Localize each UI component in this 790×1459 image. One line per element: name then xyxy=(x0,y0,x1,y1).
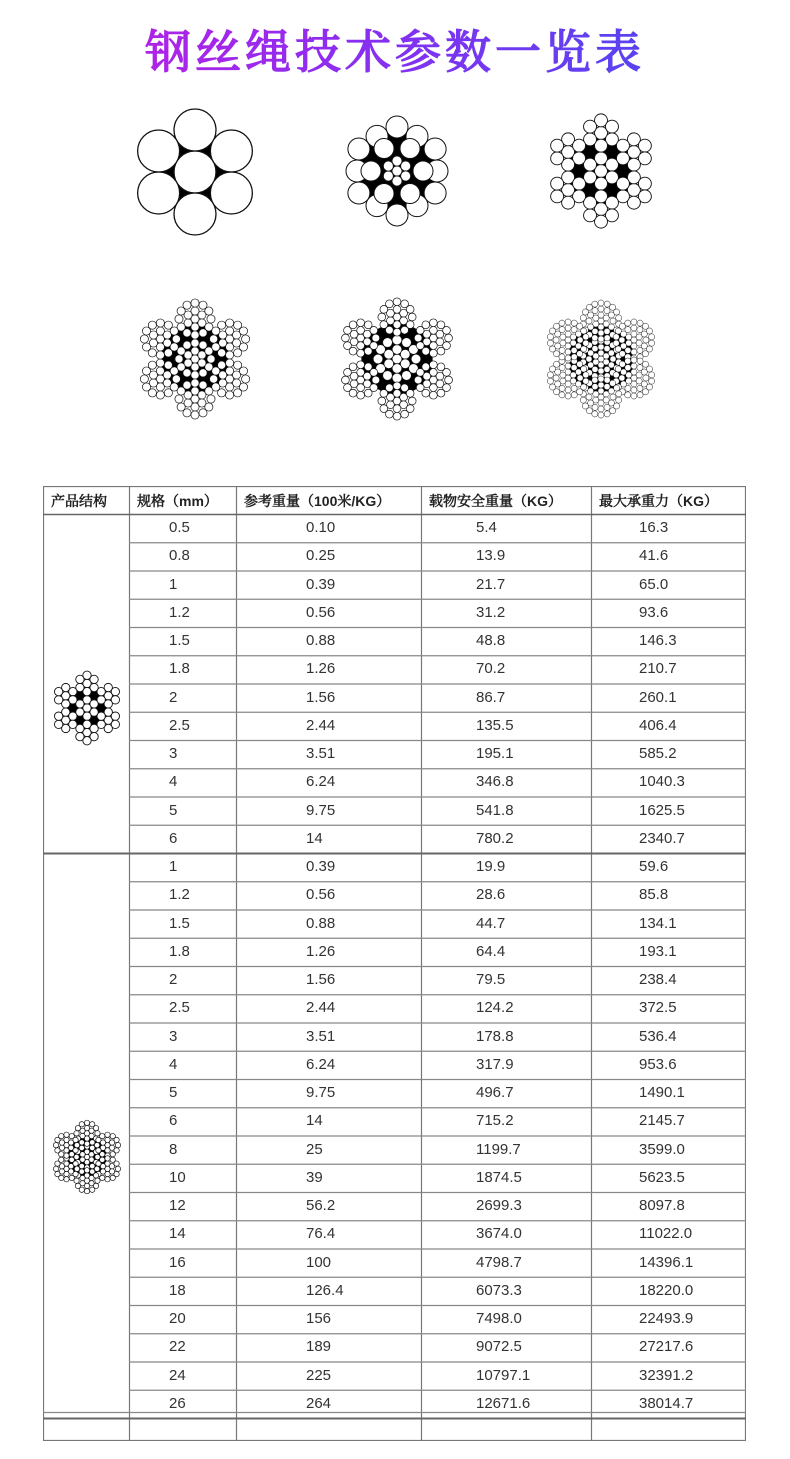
table-cell: 16.3 xyxy=(639,519,669,536)
table-cell: 31.2 xyxy=(476,603,506,621)
table-cell: 22493.9 xyxy=(639,1310,694,1327)
table-cell: 28.6 xyxy=(476,886,506,904)
table-cell: 70.2 xyxy=(476,660,506,678)
table-cell: 193.1 xyxy=(639,942,677,960)
table-cell: 2145.7 xyxy=(639,1112,685,1130)
table-cell: 20 xyxy=(169,1310,186,1327)
table-cell: 1199.7 xyxy=(476,1140,521,1158)
table-cell: 238.4 xyxy=(639,971,677,988)
table-cell: 146.3 xyxy=(639,632,677,649)
table-cell: 2.5 xyxy=(169,716,190,734)
table-cell: 9072.5 xyxy=(476,1338,522,1356)
table-cell: 9.75 xyxy=(306,1084,336,1101)
table-cell: 48.8 xyxy=(476,632,506,649)
table-cell: 18 xyxy=(169,1281,186,1299)
table-cell: 41.6 xyxy=(639,547,669,565)
table-cell: 317.9 xyxy=(476,1055,514,1073)
table-cell: 3674.0 xyxy=(476,1225,522,1243)
strand-1x7-icon xyxy=(130,104,260,240)
table-cell: 5 xyxy=(169,801,178,819)
table-cell: 1.26 xyxy=(306,660,336,678)
table-cell: 0.56 xyxy=(306,603,336,621)
table-cell: 6.24 xyxy=(306,773,336,791)
table-cell: 372.5 xyxy=(639,999,677,1017)
rope-7x7-icon xyxy=(47,666,127,750)
table-cell: 1.5 xyxy=(169,914,190,932)
table-cell: 27217.6 xyxy=(639,1338,694,1356)
table-cell: 134.1 xyxy=(639,914,677,932)
table-cell: 14 xyxy=(306,1112,323,1130)
table-cell: 585.2 xyxy=(639,745,677,762)
table-cell: 1 xyxy=(169,575,178,593)
table-cell: 2 xyxy=(169,971,178,988)
table-header: 产品结构 xyxy=(51,493,107,509)
table-cell: 264 xyxy=(306,1394,332,1412)
table-cell: 1.2 xyxy=(169,603,190,621)
table-cell: 0.10 xyxy=(306,519,336,536)
table-cell: 1.2 xyxy=(169,886,190,904)
table-cell: 3.51 xyxy=(306,745,336,762)
table-cell: 1625.5 xyxy=(639,801,685,819)
table-cell: 5.4 xyxy=(476,519,497,536)
table-cell: 24 xyxy=(169,1366,186,1384)
rope-6x19-icon xyxy=(134,294,256,424)
table-cell: 126.4 xyxy=(306,1281,344,1299)
table-cell: 541.8 xyxy=(476,801,514,819)
table-cell: 39 xyxy=(306,1168,323,1186)
table-cell: 2.44 xyxy=(306,716,336,734)
table-cell: 225 xyxy=(306,1366,332,1384)
table-cell: 25 xyxy=(306,1140,323,1158)
table-cell: 3 xyxy=(169,745,178,762)
table-cell: 21.7 xyxy=(476,575,506,593)
table-cell: 1490.1 xyxy=(639,1084,685,1101)
table-cell: 496.7 xyxy=(476,1084,514,1101)
table-cell: 1.5 xyxy=(169,632,190,649)
table-cell: 1.8 xyxy=(169,942,190,960)
table-cell: 260.1 xyxy=(639,688,677,706)
table-cell: 64.4 xyxy=(476,942,506,960)
table-header: 参考重量（100米/KG） xyxy=(244,493,391,509)
table-cell: 1.26 xyxy=(306,942,336,960)
table-cell: 780.2 xyxy=(476,829,514,847)
table-cell: 44.7 xyxy=(476,914,506,932)
table-cell: 3599.0 xyxy=(639,1140,685,1158)
table-cell: 79.5 xyxy=(476,971,506,988)
table-cell: 26 xyxy=(169,1394,186,1412)
table-cell: 59.6 xyxy=(639,858,669,875)
table-header: 最大承重力（KG） xyxy=(599,493,718,509)
table-cell: 0.8 xyxy=(169,547,190,565)
table-cell: 19.9 xyxy=(476,858,506,875)
table-cell: 0.56 xyxy=(306,886,336,904)
table-cell: 0.25 xyxy=(306,547,336,565)
table-cell: 32391.2 xyxy=(639,1366,694,1384)
table-cell: 6 xyxy=(169,1112,178,1130)
table-cell: 12 xyxy=(169,1197,186,1214)
rope-6x7-fine-icon xyxy=(540,106,662,236)
table-cell: 5 xyxy=(169,1084,178,1101)
table-cell: 85.8 xyxy=(639,886,669,904)
table-cell: 3 xyxy=(169,1027,178,1045)
table-cell: 10797.1 xyxy=(476,1366,531,1384)
rope-7x19-icon xyxy=(49,1116,125,1198)
table-cell: 6073.3 xyxy=(476,1281,522,1299)
table-cell: 0.39 xyxy=(306,575,336,593)
table-cell: 4 xyxy=(169,1055,178,1073)
table-cell: 536.4 xyxy=(639,1027,677,1045)
table-cell: 18220.0 xyxy=(639,1281,694,1299)
table-cell: 14 xyxy=(306,829,323,847)
table-cell: 0.88 xyxy=(306,914,336,932)
table-cell: 7498.0 xyxy=(476,1310,522,1327)
table-cell: 6 xyxy=(169,829,178,847)
table-cell: 406.4 xyxy=(639,716,677,734)
table-header: 载物安全重量（KG） xyxy=(429,493,562,509)
table-cell: 124.2 xyxy=(476,999,514,1017)
table-cell: 10 xyxy=(169,1168,186,1186)
table-cell: 2340.7 xyxy=(639,829,685,847)
table-cell: 189 xyxy=(306,1338,332,1356)
table-cell: 65.0 xyxy=(639,575,669,593)
table-cell: 93.6 xyxy=(639,603,669,621)
table-cell: 13.9 xyxy=(476,547,506,565)
table-cell: 4 xyxy=(169,773,178,791)
table-cell: 1040.3 xyxy=(639,773,685,791)
table-cell: 1.8 xyxy=(169,660,190,678)
table-cell: 346.8 xyxy=(476,773,514,791)
table-cell: 5623.5 xyxy=(639,1168,685,1186)
table-cell: 0.5 xyxy=(169,519,190,536)
table-cell: 2.44 xyxy=(306,999,336,1017)
table-cell: 8097.8 xyxy=(639,1197,685,1214)
table-cell: 3.51 xyxy=(306,1027,336,1045)
table-cell: 0.39 xyxy=(306,858,336,875)
table-cell: 178.8 xyxy=(476,1027,514,1045)
table-cell: 4798.7 xyxy=(476,1253,522,1271)
table-cell: 1.56 xyxy=(306,688,336,706)
table-cell: 56.2 xyxy=(306,1197,336,1214)
table-cell: 953.6 xyxy=(639,1055,677,1073)
table-cell: 2699.3 xyxy=(476,1197,522,1214)
table-cell: 195.1 xyxy=(476,745,514,762)
table-cell: 210.7 xyxy=(639,660,677,678)
table-cell: 38014.7 xyxy=(639,1394,694,1412)
table-cell: 8 xyxy=(169,1140,178,1158)
table-cell: 2.5 xyxy=(169,999,190,1017)
table-cell: 76.4 xyxy=(306,1225,336,1243)
table-cell: 11022.0 xyxy=(639,1225,693,1243)
table-cell: 6.24 xyxy=(306,1055,336,1073)
table-cell: 1874.5 xyxy=(476,1168,522,1186)
rope-6x19-iwrc-icon xyxy=(334,294,460,424)
table-cell: 1 xyxy=(169,858,178,875)
table-cell: 12671.6 xyxy=(476,1394,531,1412)
spec-table xyxy=(43,486,746,1441)
table-cell: 16 xyxy=(169,1253,186,1271)
table-cell: 9.75 xyxy=(306,801,336,819)
rope-6x7-icon xyxy=(332,106,462,236)
rope-6x37-icon xyxy=(540,294,662,424)
page-title: 钢丝绳技术参数一览表 xyxy=(0,22,790,82)
table-cell: 14396.1 xyxy=(639,1253,694,1271)
table-cell: 2 xyxy=(169,688,178,706)
table-cell: 156 xyxy=(306,1310,332,1327)
table-cell: 715.2 xyxy=(476,1112,514,1130)
table-header: 规格（mm） xyxy=(137,493,218,509)
table-cell: 1.56 xyxy=(306,971,336,988)
table-cell: 14 xyxy=(169,1225,186,1243)
table-cell: 135.5 xyxy=(476,716,514,734)
table-cell: 86.7 xyxy=(476,688,506,706)
table-cell: 0.88 xyxy=(306,632,336,649)
table-cell: 100 xyxy=(306,1253,332,1271)
table-cell: 22 xyxy=(169,1338,186,1356)
